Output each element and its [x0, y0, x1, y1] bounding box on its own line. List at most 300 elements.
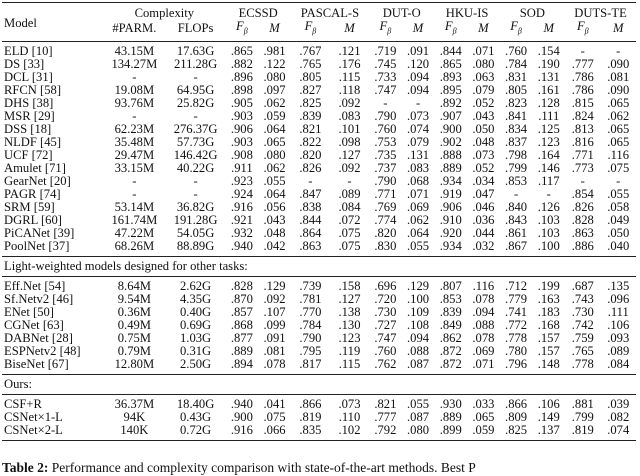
fbeta-cell: .720 [374, 291, 397, 306]
fbeta-cell: - [513, 186, 519, 201]
params-cell: 36.37M [114, 396, 155, 411]
model-name: CSF+R [4, 396, 42, 411]
fbeta-cell: .784 [299, 317, 322, 332]
fbeta-cell: - [580, 173, 585, 188]
mae-cell: .048 [472, 134, 495, 149]
model-name: ELD [10] [4, 43, 53, 58]
mae-cell: .065 [263, 134, 286, 149]
flops-cell: 276.37G [173, 121, 218, 136]
mae-cell: .115 [338, 356, 361, 371]
fbeta-cell: .696 [374, 278, 397, 293]
flops-cell: 1.03G [180, 330, 212, 345]
mae-cell: .116 [607, 147, 630, 162]
mae-cell: .074 [407, 121, 430, 136]
fbeta-cell: .863 [299, 238, 322, 253]
params-cell: 12.80M [114, 356, 155, 371]
fbeta-cell: .828 [230, 278, 253, 293]
mae-cell: .126 [537, 199, 560, 214]
fbeta-cell: .863 [571, 225, 594, 240]
fbeta-cell: .934 [439, 238, 462, 253]
model-name: NLDF [45] [4, 134, 62, 149]
table-row [2, 136, 636, 149]
mae-cell: .092 [263, 291, 286, 306]
fbeta-cell: .853 [505, 173, 528, 188]
mae-cell: .123 [537, 134, 560, 149]
mae-cell: .062 [263, 160, 286, 175]
model-name: CGNet [63] [4, 317, 64, 332]
flops-cell: - [193, 69, 198, 84]
flops-cell: 191.28G [173, 212, 218, 227]
mae-cell: .065 [607, 95, 630, 110]
mae-cell: .090 [607, 82, 630, 97]
table-row [2, 175, 636, 188]
model-name: RFCN [58] [4, 82, 62, 97]
flops-cell: 40.22G [176, 160, 215, 175]
mae-cell: .055 [407, 396, 430, 411]
fbeta-cell: .886 [571, 238, 594, 253]
mae-cell: .040 [607, 238, 630, 253]
header-dataset: ECSSD [238, 6, 278, 20]
mae-cell: .062 [607, 108, 630, 123]
group-sod-models [2, 41, 636, 256]
model-name: DGRL [60] [4, 212, 62, 227]
params-cell: 9.54M [117, 291, 151, 306]
fbeta-cell: .823 [505, 95, 528, 110]
fbeta-cell: .819 [571, 422, 594, 437]
mae-cell: .055 [407, 238, 430, 253]
fbeta-cell: .771 [571, 147, 594, 162]
fbeta-cell: .881 [571, 396, 594, 411]
fbeta-cell: .742 [571, 317, 594, 332]
fbeta-cell: .819 [299, 409, 322, 424]
beta-subscript: β [584, 26, 589, 36]
header-mae: M [543, 21, 554, 36]
section-title: Light-weighted models designed for other tasks: [4, 258, 248, 273]
table-row [2, 97, 636, 110]
mae-cell: .032 [472, 238, 495, 253]
table-row [2, 319, 636, 332]
fbeta-cell: .815 [571, 95, 594, 110]
fbeta-cell: .781 [299, 291, 322, 306]
fbeta-cell: .825 [299, 95, 322, 110]
mae-cell: .071 [407, 186, 430, 201]
flops-cell: 0.31G [180, 343, 212, 358]
table-row [2, 84, 636, 97]
fbeta-cell: .827 [299, 82, 322, 97]
table-row [2, 424, 636, 441]
fbeta-cell: .872 [439, 356, 462, 371]
fbeta-cell: .853 [439, 291, 462, 306]
fbeta-cell: .813 [571, 121, 594, 136]
mae-cell: .131 [537, 69, 560, 84]
flops-cell: 17.63G [176, 43, 215, 58]
fbeta-cell: .864 [299, 225, 322, 240]
fbeta-cell: .796 [505, 356, 528, 371]
mae-cell: .107 [263, 304, 286, 319]
beta-subscript: β [243, 26, 248, 36]
fbeta-cell: .798 [505, 147, 528, 162]
fbeta-cell: .844 [439, 43, 462, 58]
mae-cell: .981 [263, 43, 286, 58]
fbeta-cell: .844 [299, 212, 322, 227]
fbeta-cell: .854 [571, 186, 594, 201]
params-cell: 47.22M [114, 225, 155, 240]
fbeta-cell: .870 [230, 291, 253, 306]
mae-cell: .080 [263, 147, 286, 162]
mae-cell: .109 [407, 304, 430, 319]
mae-cell: .075 [607, 160, 630, 175]
mae-cell: .154 [537, 43, 560, 58]
mae-cell: .089 [338, 186, 361, 201]
params-cell: 93.76M [114, 95, 155, 110]
flops-cell: 4.35G [180, 291, 212, 306]
mae-cell: .110 [338, 409, 361, 424]
mae-cell: .123 [338, 330, 361, 345]
mae-cell: .091 [263, 330, 286, 345]
mae-cell: .052 [472, 95, 495, 110]
mae-cell: .108 [407, 317, 430, 332]
beta-subscript: β [517, 26, 522, 36]
model-name: MSR [29] [4, 108, 55, 123]
header-fbeta: $F_\beta$ [510, 19, 522, 36]
fbeta-cell: .826 [571, 199, 594, 214]
fbeta-cell: .809 [505, 409, 528, 424]
group-lightweight-models [2, 276, 636, 374]
fbeta-cell: .907 [439, 108, 462, 123]
mae-cell: .199 [537, 278, 560, 293]
fbeta-cell: .893 [439, 69, 462, 84]
table-caption [2, 460, 476, 476]
fbeta-cell: .747 [374, 330, 397, 345]
mae-cell: .084 [607, 356, 630, 371]
fbeta-cell: .735 [374, 147, 397, 162]
fbeta-cell: .903 [230, 108, 253, 123]
fbeta-cell: .862 [439, 330, 462, 345]
flops-cell: 0.43G [180, 409, 212, 424]
fbeta-cell: .774 [374, 212, 397, 227]
mae-cell: .039 [607, 396, 630, 411]
fbeta-cell: - [308, 173, 313, 188]
fbeta-cell: .889 [230, 343, 253, 358]
fbeta-cell: .831 [505, 69, 528, 84]
mae-cell: .089 [607, 343, 630, 358]
fbeta-cell: .745 [374, 56, 397, 71]
mae-cell: .146 [537, 160, 560, 175]
mae-cell: .103 [537, 225, 560, 240]
fbeta-cell: .739 [299, 278, 322, 293]
mae-cell: .116 [472, 278, 495, 293]
params-cell: - [132, 186, 137, 201]
mae-cell: .058 [607, 199, 630, 214]
mae-cell: .033 [472, 396, 495, 411]
mae-cell: .073 [472, 147, 495, 162]
mae-cell: .072 [338, 212, 361, 227]
header-params: #PARM. [112, 21, 157, 36]
fbeta-cell: .920 [439, 225, 462, 240]
mae-cell: .064 [407, 225, 430, 240]
fbeta-cell: .792 [374, 422, 397, 437]
mae-cell: .080 [407, 422, 430, 437]
fbeta-cell: .916 [230, 199, 253, 214]
table-row [2, 293, 636, 306]
params-cell: 62.23M [114, 121, 155, 136]
table-row [2, 394, 636, 411]
mae-cell: .042 [263, 238, 286, 253]
mae-cell: .088 [472, 317, 495, 332]
mae-cell: .118 [338, 82, 361, 97]
mae-cell: .080 [263, 69, 286, 84]
params-cell: 43.15M [114, 43, 155, 58]
fbeta-cell: .719 [374, 43, 397, 58]
fbeta-cell: .840 [505, 199, 528, 214]
fbeta-cell: .786 [571, 82, 594, 97]
header-model: Model [4, 16, 37, 31]
table-row [2, 41, 636, 58]
fbeta-cell: .790 [374, 108, 397, 123]
mae-cell: .103 [537, 212, 560, 227]
mae-cell: .131 [407, 147, 430, 162]
fbeta-cell: .837 [505, 134, 528, 149]
mae-cell: .075 [263, 409, 286, 424]
fbeta-cell: .821 [374, 396, 397, 411]
flops-cell: 88.89G [176, 238, 215, 253]
mae-cell: .168 [537, 317, 560, 332]
mae-cell: .128 [537, 95, 560, 110]
fbeta-cell: .867 [505, 238, 528, 253]
mae-cell: .129 [263, 278, 286, 293]
fbeta-cell: .770 [299, 304, 322, 319]
mae-cell: .091 [407, 43, 430, 58]
mae-cell: .056 [263, 199, 286, 214]
header-fbeta: $F_\beta$ [444, 19, 457, 36]
model-name: DCL [31] [4, 69, 53, 84]
header-dataset: PASCAL-S [300, 6, 360, 20]
table-row [2, 240, 636, 257]
model-name: PoolNet [37] [4, 238, 70, 253]
mae-cell: .078 [472, 330, 495, 345]
mae-cell: .043 [472, 108, 495, 123]
mae-cell: - [546, 186, 551, 201]
flops-cell: 0.69G [180, 317, 212, 332]
fbeta-cell: .849 [439, 317, 462, 332]
mae-cell: .122 [263, 56, 286, 71]
params-cell: 140K [120, 422, 149, 437]
mae-cell: .100 [537, 238, 560, 253]
mae-cell: .138 [338, 304, 361, 319]
table-row [2, 358, 636, 375]
mae-cell: - [616, 43, 621, 58]
mae-cell: .087 [407, 356, 430, 371]
header-mae: M [612, 21, 624, 36]
mae-cell: .157 [537, 330, 560, 345]
model-name: SRM [59] [4, 199, 55, 214]
fbeta-cell: .910 [439, 212, 462, 227]
mae-cell: .094 [407, 330, 430, 345]
mae-cell: .075 [338, 225, 361, 240]
params-cell: 68.26M [114, 238, 155, 253]
params-cell: 33.15M [114, 160, 155, 175]
params-cell: 8.64M [117, 278, 151, 293]
params-cell: 0.75M [117, 330, 151, 345]
mae-cell: .082 [607, 409, 630, 424]
mae-cell: .101 [338, 121, 361, 136]
fbeta-cell: .896 [230, 69, 253, 84]
fbeta-cell: .741 [505, 304, 528, 319]
model-name: DS [33] [4, 56, 45, 71]
fbeta-cell: .772 [505, 317, 528, 332]
fbeta-cell: .908 [230, 147, 253, 162]
flops-cell: 0.40G [180, 304, 212, 319]
header-row-1 [2, 3, 636, 21]
fbeta-cell: .882 [230, 56, 253, 71]
model-name: DHS [38] [4, 95, 54, 110]
fbeta-cell: .843 [505, 212, 528, 227]
mae-cell: .148 [537, 356, 560, 371]
fbeta-cell: .872 [439, 343, 462, 358]
params-cell: 161.74M [111, 212, 158, 227]
mae-cell: .069 [472, 343, 495, 358]
fbeta-cell: .899 [439, 422, 462, 437]
header-mae: M [412, 21, 424, 36]
fbeta-cell: .895 [439, 82, 462, 97]
fbeta-cell: .759 [571, 330, 594, 345]
flops-cell: - [193, 186, 198, 201]
mae-cell: .100 [407, 291, 430, 306]
mae-cell: .078 [472, 291, 495, 306]
mae-cell: .049 [607, 212, 630, 227]
mae-cell: .048 [263, 225, 286, 240]
fbeta-cell: .889 [439, 160, 462, 175]
fbeta-cell: .900 [439, 121, 462, 136]
fbeta-cell: .889 [439, 409, 462, 424]
fbeta-cell: .865 [439, 56, 462, 71]
mae-cell: .130 [338, 317, 361, 332]
mae-cell: .111 [538, 108, 560, 123]
fbeta-cell: .727 [374, 317, 397, 332]
fbeta-cell: .807 [439, 278, 462, 293]
flops-cell: 2.62G [180, 278, 212, 293]
fbeta-cell: .747 [374, 82, 397, 97]
header-mae: M [478, 21, 489, 36]
header-fbeta: $F_\beta$ [379, 19, 392, 36]
header-mae: M [344, 21, 355, 36]
header-complexity: Complexity [134, 6, 195, 20]
beta-subscript: β [452, 26, 457, 36]
mae-cell: .041 [263, 396, 286, 411]
fbeta-cell: .921 [230, 212, 253, 227]
fbeta-cell: .826 [299, 160, 322, 175]
model-name: GearNet [20] [4, 173, 71, 188]
model-name: PAGR [74] [4, 186, 61, 201]
model-name: CSNet×2-L [4, 422, 63, 437]
flops-cell: - [193, 108, 198, 123]
model-name: Eff.Net [54] [4, 278, 66, 293]
table-row [2, 71, 636, 84]
fbeta-cell: .834 [505, 121, 528, 136]
fbeta-cell: .868 [230, 317, 253, 332]
fbeta-cell: .932 [230, 225, 253, 240]
model-name: PiCANet [39] [4, 225, 75, 240]
table-row [2, 345, 636, 358]
mae-cell: .127 [338, 147, 361, 162]
mae-cell: .092 [338, 160, 361, 175]
mae-cell: .135 [607, 278, 630, 293]
fbeta-cell: .733 [374, 69, 397, 84]
fbeta-cell: .902 [439, 134, 462, 149]
fbeta-cell: .894 [230, 356, 253, 371]
mae-cell: .106 [537, 396, 560, 411]
fbeta-cell: .730 [571, 304, 594, 319]
beta-subscript: β [312, 26, 317, 36]
fbeta-cell: .865 [230, 43, 253, 58]
mae-cell: .065 [607, 121, 630, 136]
mae-cell: - [415, 95, 421, 110]
mae-cell: .120 [407, 56, 430, 71]
params-cell: 53.14M [114, 199, 155, 214]
fbeta-cell: .930 [439, 396, 462, 411]
mae-cell: .050 [607, 225, 630, 240]
mae-cell: .164 [537, 147, 560, 162]
fbeta-cell: .777 [374, 409, 397, 424]
model-name: Sf.Netv2 [46] [4, 291, 74, 306]
mae-cell: .081 [607, 69, 630, 84]
mae-cell: .183 [537, 304, 560, 319]
table-row [2, 123, 636, 136]
mae-cell: .090 [607, 56, 630, 71]
params-cell: - [132, 108, 137, 123]
flops-cell: 146.42G [173, 147, 218, 162]
mae-cell: .149 [537, 409, 560, 424]
fbeta-cell: .877 [230, 330, 253, 345]
fbeta-cell: .790 [374, 173, 397, 188]
mae-cell: .055 [607, 186, 630, 201]
mae-cell: .071 [472, 356, 495, 371]
fbeta-cell: .822 [299, 134, 322, 149]
mae-cell: .046 [472, 199, 495, 214]
header-fbeta: $F_\beta$ [304, 19, 317, 36]
flops-cell: - [193, 173, 198, 188]
flops-cell: 25.82G [176, 95, 215, 110]
mae-cell: .106 [607, 317, 630, 332]
fbeta-cell: .830 [374, 238, 397, 253]
mae-cell: .097 [263, 82, 286, 97]
mae-cell: .093 [607, 330, 630, 345]
params-cell: 134.27M [111, 56, 158, 71]
mae-cell: .083 [407, 160, 430, 175]
fbeta-cell: .911 [231, 160, 253, 175]
mae-cell: .119 [338, 343, 361, 358]
fbeta-cell: .779 [505, 291, 528, 306]
fbeta-cell: .773 [571, 160, 594, 175]
fbeta-cell: .712 [505, 278, 528, 293]
mae-cell: .084 [338, 199, 361, 214]
mae-cell: .092 [338, 95, 361, 110]
params-cell: 19.08M [114, 82, 155, 97]
mae-cell: .068 [407, 173, 430, 188]
fbeta-cell: .687 [571, 278, 594, 293]
flops-cell: 18.40G [176, 396, 215, 411]
mae-cell: .161 [537, 82, 560, 97]
fbeta-cell: .762 [374, 356, 397, 371]
params-cell: - [132, 69, 137, 84]
mae-cell: .043 [263, 212, 286, 227]
flops-cell: 0.72G [180, 422, 212, 437]
mae-cell: .079 [472, 82, 495, 97]
mae-cell: .064 [263, 121, 286, 136]
fbeta-cell: .786 [571, 69, 594, 84]
fbeta-cell: .767 [299, 43, 322, 58]
mae-cell: .094 [407, 82, 430, 97]
